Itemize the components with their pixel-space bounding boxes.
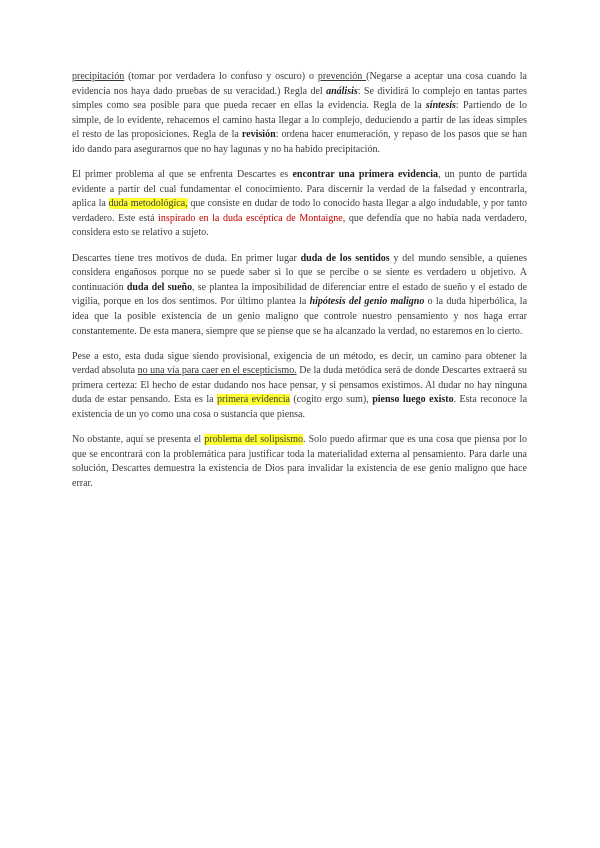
text-run: y del mundo sensible, a quienes considera engañosos porque no se puede saber si lo que se percibe o se siente es verdadero u objetivo. A continuación: [72, 252, 528, 293]
text-run: (tomar por verdadera lo confuso y oscuro) o: [124, 71, 318, 82]
text-run: (cogito ergo sum),: [289, 394, 373, 406]
bold-term: duda de los sentidos: [300, 252, 390, 264]
bold-term: pienso luego existo: [372, 394, 454, 406]
text-run: , se plantea la imposibilidad de diferenciar entre el estado de sueño y el estado de vigilia, porque en los dos sentimos. Por último plantea la: [72, 281, 527, 308]
text-run: . Solo puedo afirmar que es una cosa que piensa por lo que se encontrará con la problemática para justificar toda la materialidad externa al pensamiento. Para darle una solución, Descartes demuestra la existencia de Dios para invalidar la existencia de ese genio maligno que hace errar.: [72, 434, 527, 489]
text-run: : Se dividirá lo complejo en tantas partes simples como sea posible para que pueda recaer en ellas la evidencia. Regla de la: [72, 85, 527, 112]
highlighted-term: problema del solipsismo: [204, 434, 304, 446]
red-text-run: inspirado en la duda escéptica de Montaigne: [158, 212, 343, 224]
underlined-term: prevención: [317, 71, 367, 82]
underlined-term: no una vía para caer en el escepticismo.: [137, 365, 297, 377]
text-run: que consiste en dudar de todo lo conocido hasta llegar a algo indudable, y por tanto verdadero. Este está: [72, 198, 527, 224]
bold-term: análisis: [326, 85, 358, 97]
bold-term: síntesis: [425, 100, 456, 112]
text-run: Descartes tiene tres motivos de duda. En primer lugar: [72, 252, 301, 264]
bold-term: hipótesis del genio maligno: [309, 296, 425, 308]
paragraph-solipsismo: [72, 433, 527, 491]
paragraph-reglas-metodo: [72, 70, 527, 158]
text-run: : ordena hacer enumeración, y repaso de los pasos que se han ido dando para asegurarnos que no hay lagunas y no ha habido precipitación.: [72, 129, 527, 155]
bold-term: revisión: [241, 129, 276, 141]
bold-term: encontrar una primera evidencia: [292, 169, 438, 181]
paragraph-motivos-duda: [72, 252, 527, 340]
text-run: No obstante, aquí se presenta el: [72, 434, 205, 446]
paragraph-cogito: [72, 350, 527, 423]
text-run: : Partiendo de lo simple, de lo evidente, rehacemos el camino hasta llegar a lo complejo, deduciendo a partir de las ideas simples el resto de las proposiciones. Regla de la: [72, 100, 527, 141]
bold-term: duda del sueño: [126, 281, 193, 293]
paragraph-primera-evidencia: [72, 168, 527, 241]
text-run: Pese a esto, esta duda sigue siendo provisional, exigencia de un método, es decir, un camino para obtener la verdad absoluta: [72, 350, 527, 377]
text-run: , un punto de partida evidente a partir del cual fundamentar el conocimiento. Para discernir la verdad de la falsedad y encontrarla, aplica la: [72, 169, 527, 210]
underlined-term: precipitación: [72, 71, 125, 82]
text-run: De la duda metódica será de donde Descartes extraerá su primera certeza: El hecho de estar dudando nos hace pensar, y si pensamos existimos. Al dudar no hay ninguna duda de estar pensando. Esta es la: [72, 365, 527, 406]
highlighted-term: primera evidencia: [217, 394, 290, 406]
text-run: o la duda hiperbólica, la idea que la posible existencia de un genio maligno que controle nuestro pensamiento y nos haga errar constantemente. De esta manera, siempre que se piense que se ha alcanzado la verdad, no estaremos en lo cierto.: [72, 296, 528, 337]
text-run: El primer problema al que se enfrenta Descartes es: [72, 169, 293, 181]
highlighted-term: duda metodológica,: [108, 198, 188, 210]
document-page: [72, 70, 527, 502]
text-run: , que defendía que no había nada verdadero, considera esto se relativo a sujeto.: [72, 212, 527, 239]
text-run: . Esta reconoce la existencia de un yo como una cosa o sustancia que piensa.: [72, 394, 528, 420]
text-run: (Negarse a aceptar una cosa cuando la evidencia nos haya dado pruebas de su veracidad.) Regla del: [72, 71, 527, 97]
